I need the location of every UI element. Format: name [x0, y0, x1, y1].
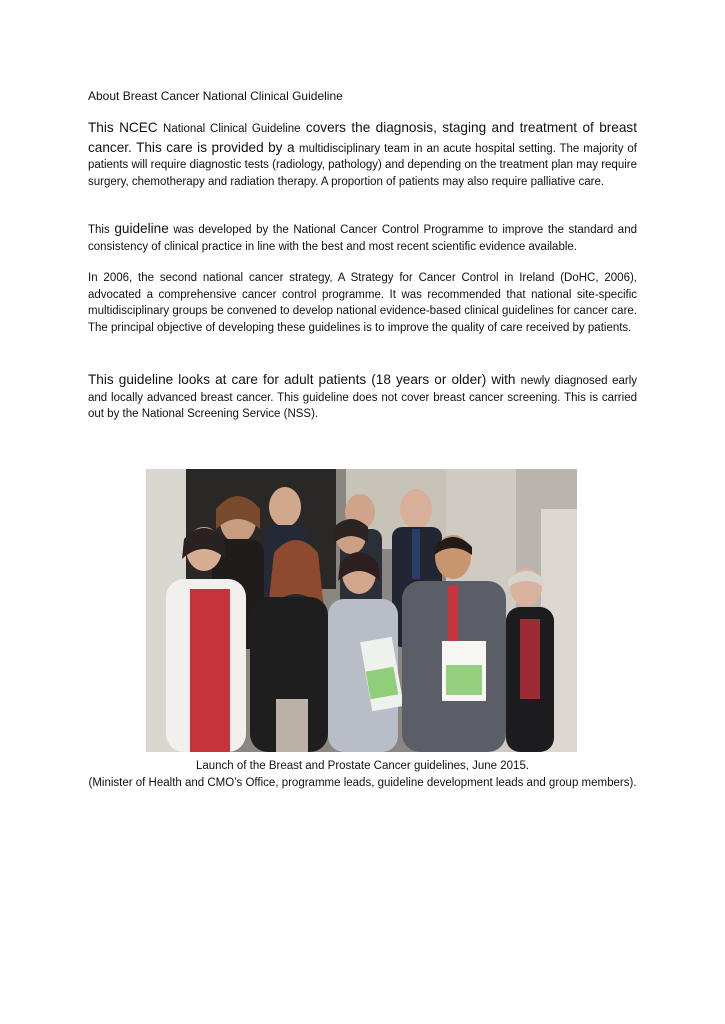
- paragraph-development-b: guideline: [114, 221, 169, 236]
- photo-caption-line-2: (Minister of Health and CMO’s Office, programme leads, guideline development leads and group members).: [88, 777, 637, 789]
- paragraph-scope-lead: This NCEC: [88, 120, 164, 135]
- photo-caption: [88, 758, 637, 792]
- paragraph-scope-covers: covers the diagnosis, staging and treatment of breast cancer. This care is provided by a: [88, 120, 637, 155]
- paragraph-development-a: This: [88, 224, 115, 236]
- paragraph-audience-body: newly diagnosed early and locally advanced breast cancer. This guideline does not cover breast cancer screening. This is carried out by the National Screening Service (NSS).: [88, 375, 638, 420]
- paragraph-strategy: In 2006, the second national cancer strategy, A Strategy for Cancer Control in Ireland (DoHC, 2006), advocated a comprehensive cancer control programme. It was recommended that national site-specific multidisciplinary groups be convened to develop national evidence-based clinical guidelines for cancer care. The principal objective of developing these guidelines is to improve the quality of care received by patients.: [88, 272, 637, 334]
- photo-caption-line-1: Launch of the Breast and Prostate Cancer guidelines, June 2015.: [195, 760, 530, 772]
- paragraph-scope-guideline-name: National Clinical Guideline: [163, 123, 301, 135]
- paragraph-development-c: was developed by the National Cancer Control Programme to improve the standard and consistency of clinical practice in line with the best and most recent scientific evidence available.: [88, 224, 637, 253]
- document-heading: About Breast Cancer National Clinical Guideline: [88, 89, 343, 103]
- paragraph-development: [88, 221, 637, 255]
- launch-group-photo: [146, 469, 577, 752]
- paragraph-scope-body: multidisciplinary team in an acute hospital setting. The majority of patients will require diagnostic tests (radiology, pathology) and depending on the treatment plan may require surgery, chemotherapy and radiation therapy. A proportion of patients may also require palliative care.: [88, 142, 637, 188]
- paragraph-audience-lead: This guideline looks at care for adult patients (18 years or older) with: [88, 372, 521, 387]
- paragraph-audience: [88, 372, 637, 423]
- paragraph-scope: [88, 118, 637, 190]
